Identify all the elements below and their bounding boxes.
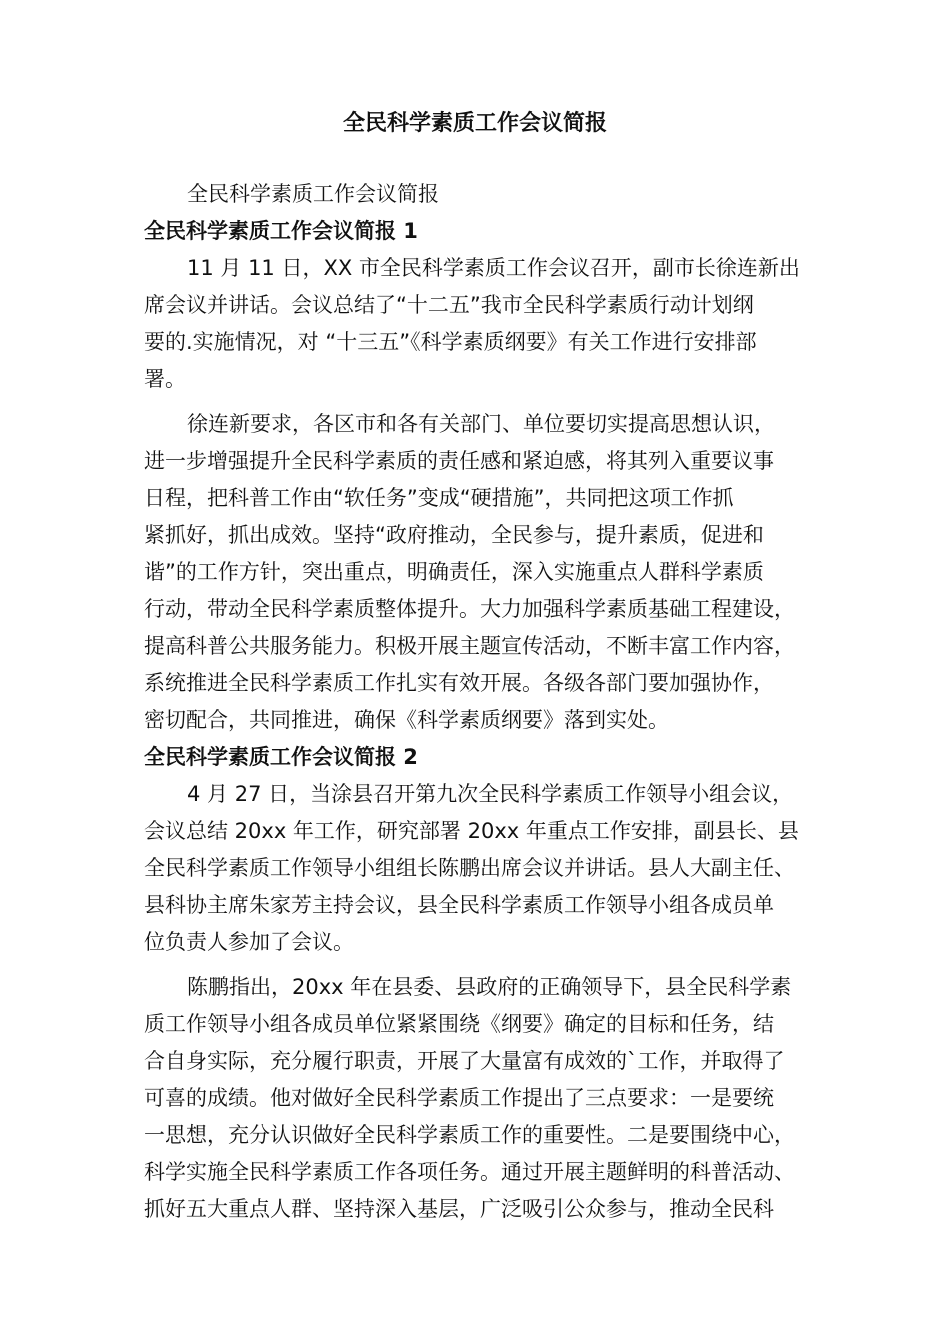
text-line: 会议总结 20xx 年工作，研究部署 20xx 年重点工作安排，副县长、县 [144,819,799,843]
text-line: 4 月 27 日，当涂县召开第九次全民科学素质工作领导小组会议， [187,782,794,806]
section-2-paragraph-1 [144,776,820,961]
text-line: 要的.实施情况，对 “十三五”《科学素质纲要》有关工作进行安排部 [144,330,757,354]
text-line: 一思想，充分认识做好全民科学素质工作的重要性。二是要围绕中心， [144,1123,795,1147]
text-line: 科学实施全民科学素质工作各项任务。通过开展主题鲜明的科普活动、 [144,1160,795,1184]
text-line: 位负责人参加了会议。 [144,930,354,954]
text-line: 11 月 11 日，XX 市全民科学素质工作会议召开，副市长徐连新出 [187,256,800,280]
text-line: 合自身实际，充分履行职责，开展了大量富有成效的`工作，并取得了 [144,1049,785,1073]
text-line: 可喜的成绩。他对做好全民科学素质工作提出了三点要求：一是要统 [144,1086,774,1110]
text-line: 徐连新要求，各区市和各有关部门、单位要切实提高思想认识， [187,412,775,436]
text-line: 署。 [144,367,186,391]
intro-line: 全民科学素质工作会议简报 [187,182,439,206]
section-1-heading: 全民科学素质工作会议简报 1 [144,219,418,243]
text-line: 县科协主席朱家芳主持会议，县全民科学素质工作领导小组各成员单 [144,893,774,917]
text-line: 席会议并讲话。会议总结了“十二五”我市全民科学素质行动计划纲 [144,293,754,317]
section-2-paragraph-2 [144,969,820,1228]
section-1-paragraph-2 [144,406,820,739]
text-line: 抓好五大重点人群、坚持深入基层，广泛吸引公众参与，推动全民科 [144,1197,774,1221]
text-line: 进一步增强提升全民科学素质的责任感和紧迫感，将其列入重要议事 [144,449,774,473]
section-2-heading: 全民科学素质工作会议简报 2 [144,745,418,769]
text-line: 质工作领导小组各成员单位紧紧围绕《纲要》确定的目标和任务，结 [144,1012,774,1036]
text-line: 提高科普公共服务能力。积极开展主题宣传活动，不断丰富工作内容， [144,634,795,658]
text-line: 密切配合，共同推进，确保《科学素质纲要》落到实处。 [144,708,669,732]
text-line: 陈鹏指出，20xx 年在县委、县政府的正确领导下，县全民科学素 [187,975,792,999]
document-title: 全民科学素质工作会议简报 [342,111,607,136]
text-line: 日程，把科普工作由“软任务”变成“硬措施”，共同把这项工作抓 [144,486,734,510]
text-line: 紧抓好，抓出成效。坚持“政府推动，全民参与，提升素质，促进和 [144,523,764,547]
text-line: 全民科学素质工作领导小组组长陈鹏出席会议并讲话。县人大副主任、 [144,856,795,880]
text-line: 行动，带动全民科学素质整体提升。大力加强科学素质基础工程建设， [144,597,795,621]
document-body [144,176,820,1228]
text-line: 谐”的工作方针，突出重点，明确责任，深入实施重点人群科学素质 [144,560,764,584]
section-1-paragraph-1 [144,250,820,398]
text-line: 系统推进全民科学素质工作扎实有效开展。各级各部门要加强协作， [144,671,774,695]
